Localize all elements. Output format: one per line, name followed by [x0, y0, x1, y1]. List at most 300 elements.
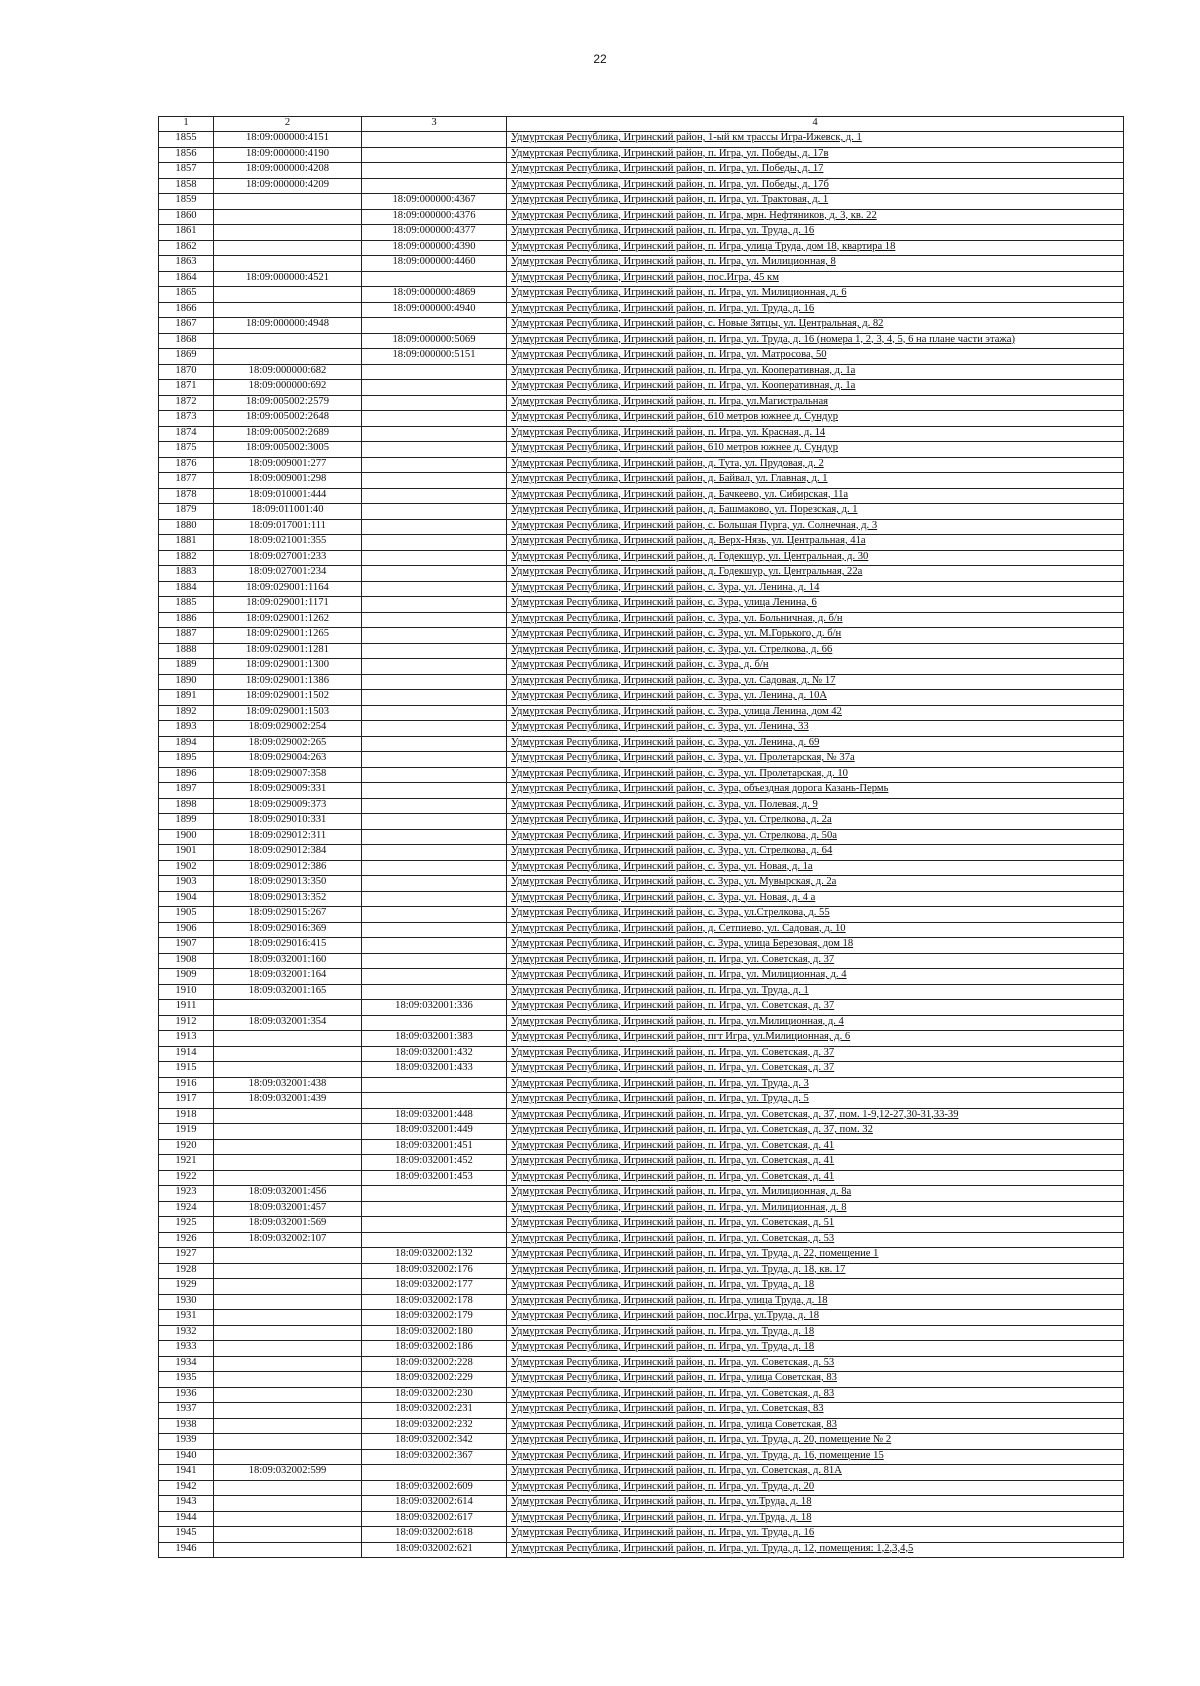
address-cell: Удмуртская Республика, Игринский район, п. Игра, ул.Труда, д. 18 [507, 1511, 1124, 1527]
cadastral-number-cell: 18:09:009001:277 [214, 457, 362, 473]
related-cadastral-number-cell: 18:09:032001:453 [362, 1170, 507, 1186]
cadastral-number-cell: 18:09:027001:234 [214, 566, 362, 582]
table-row [159, 1232, 1124, 1248]
table-row [159, 256, 1124, 272]
address-cell: Удмуртская Республика, Игринский район, п. Игра, ул. Труда, д. 3 [507, 1077, 1124, 1093]
row-number-cell: 1872 [159, 395, 214, 411]
cadastral-number-cell [214, 1356, 362, 1372]
related-cadastral-number-cell [362, 783, 507, 799]
table-row [159, 1294, 1124, 1310]
related-cadastral-number-cell [362, 318, 507, 334]
cadastral-number-cell [214, 333, 362, 349]
related-cadastral-number-cell [362, 690, 507, 706]
address-cell: Удмуртская Республика, Игринский район, п. Игра, ул. Труда, д. 5 [507, 1093, 1124, 1109]
cadastral-number-cell: 18:09:000000:692 [214, 380, 362, 396]
cadastral-number-cell [214, 1294, 362, 1310]
related-cadastral-number-cell [362, 1201, 507, 1217]
cadastral-number-cell: 18:09:029009:331 [214, 783, 362, 799]
related-cadastral-number-cell: 18:09:032001:448 [362, 1108, 507, 1124]
related-cadastral-number-cell [362, 535, 507, 551]
related-cadastral-number-cell [362, 519, 507, 535]
address-cell: Удмуртская Республика, Игринский район, п. Игра, ул.Магистральная [507, 395, 1124, 411]
related-cadastral-number-cell [362, 752, 507, 768]
cadastral-number-cell [214, 1434, 362, 1450]
address-cell: Удмуртская Республика, Игринский район, п. Игра, ул. Труда, д. 20 [507, 1480, 1124, 1496]
related-cadastral-number-cell [362, 938, 507, 954]
table-row [159, 860, 1124, 876]
address-cell: Удмуртская Республика, Игринский район, с. Зура, ул. Новая, д. 4 а [507, 891, 1124, 907]
address-cell: Удмуртская Республика, Игринский район, п. Игра, ул. Победы, д. 17 [507, 163, 1124, 179]
row-number-cell: 1920 [159, 1139, 214, 1155]
cadastral-number-cell [214, 1000, 362, 1016]
address-cell: Удмуртская Республика, Игринский район, с. Зура, улица Ленина, дом 42 [507, 705, 1124, 721]
cadastral-number-cell: 18:09:005002:3005 [214, 442, 362, 458]
cadastral-number-cell: 18:09:029001:1164 [214, 581, 362, 597]
table-row [159, 705, 1124, 721]
table-row [159, 767, 1124, 783]
related-cadastral-number-cell [362, 907, 507, 923]
row-number-cell: 1936 [159, 1387, 214, 1403]
table-row [159, 581, 1124, 597]
row-number-cell: 1870 [159, 364, 214, 380]
header-row [159, 117, 1124, 132]
related-cadastral-number-cell [362, 860, 507, 876]
related-cadastral-number-cell [362, 798, 507, 814]
row-number-cell: 1903 [159, 876, 214, 892]
table-row [159, 984, 1124, 1000]
related-cadastral-number-cell: 18:09:000000:4376 [362, 209, 507, 225]
register-table [158, 116, 1124, 1558]
related-cadastral-number-cell [362, 411, 507, 427]
cadastral-number-cell: 18:09:032001:164 [214, 969, 362, 985]
address-cell: Удмуртская Республика, Игринский район, с. Зура, ул. Пролетарская, № 37а [507, 752, 1124, 768]
cadastral-number-cell: 18:09:032001:438 [214, 1077, 362, 1093]
cadastral-number-cell: 18:09:027001:233 [214, 550, 362, 566]
related-cadastral-number-cell: 18:09:032002:132 [362, 1248, 507, 1264]
row-number-cell: 1923 [159, 1186, 214, 1202]
related-cadastral-number-cell: 18:09:000000:5069 [362, 333, 507, 349]
cadastral-number-cell [214, 1248, 362, 1264]
cadastral-number-cell [214, 1325, 362, 1341]
table-row [159, 271, 1124, 287]
address-cell: Удмуртская Республика, Игринский район, п. Игра, ул. Советская, 83 [507, 1403, 1124, 1419]
table-row [159, 1201, 1124, 1217]
address-cell: Удмуртская Республика, Игринский район, с. Зура, ул. Новая, д. 1а [507, 860, 1124, 876]
cadastral-number-cell: 18:09:029012:386 [214, 860, 362, 876]
row-number-cell: 1882 [159, 550, 214, 566]
row-number-cell: 1915 [159, 1062, 214, 1078]
address-cell: Удмуртская Республика, Игринский район, п. Игра, ул. Советская, д. 37 [507, 1062, 1124, 1078]
related-cadastral-number-cell: 18:09:000000:5151 [362, 349, 507, 365]
cadastral-number-cell [214, 240, 362, 256]
row-number-cell: 1855 [159, 132, 214, 148]
cadastral-number-cell: 18:09:032001:439 [214, 1093, 362, 1109]
cadastral-number-cell [214, 302, 362, 318]
address-cell: Удмуртская Республика, Игринский район, п. Игра, улица Труда, дом 18, квартира 18 [507, 240, 1124, 256]
row-number-cell: 1944 [159, 1511, 214, 1527]
cadastral-number-cell [214, 1527, 362, 1543]
table-row [159, 597, 1124, 613]
table-row [159, 643, 1124, 659]
address-cell: Удмуртская Республика, Игринский район, с. Зура, ул. Пролетарская, д. 10 [507, 767, 1124, 783]
table-row [159, 1310, 1124, 1326]
cadastral-number-cell: 18:09:021001:355 [214, 535, 362, 551]
address-cell: Удмуртская Республика, Игринский район, п. Игра, ул. Советская, д. 83 [507, 1387, 1124, 1403]
table-row [159, 302, 1124, 318]
row-number-cell: 1875 [159, 442, 214, 458]
address-cell: Удмуртская Республика, Игринский район, п. Игра, ул. Советская, д. 41 [507, 1155, 1124, 1171]
related-cadastral-number-cell: 18:09:032002:180 [362, 1325, 507, 1341]
address-cell: Удмуртская Республика, Игринский район, с. Большая Пурга, ул. Солнечная, д. 3 [507, 519, 1124, 535]
related-cadastral-number-cell [362, 581, 507, 597]
related-cadastral-number-cell: 18:09:032001:451 [362, 1139, 507, 1155]
related-cadastral-number-cell [362, 380, 507, 396]
address-cell: Удмуртская Республика, Игринский район, с. Зура, ул. Полевая, д. 9 [507, 798, 1124, 814]
cadastral-number-cell: 18:09:029001:1171 [214, 597, 362, 613]
table-row [159, 1170, 1124, 1186]
cadastral-number-cell: 18:09:029001:1300 [214, 659, 362, 675]
related-cadastral-number-cell [362, 163, 507, 179]
address-cell: Удмуртская Республика, Игринский район, с. Зура, ул. Больничная, д. б/н [507, 612, 1124, 628]
related-cadastral-number-cell [362, 178, 507, 194]
address-cell: Удмуртская Республика, Игринский район, п. Игра, ул. Советская, д. 51 [507, 1217, 1124, 1233]
address-cell: Удмуртская Республика, Игринский район, с. Зура, ул. Мувырская, д. 2а [507, 876, 1124, 892]
table-row [159, 178, 1124, 194]
column-header-3: 3 [362, 117, 507, 132]
cadastral-number-cell [214, 1279, 362, 1295]
cadastral-number-cell: 18:09:032001:160 [214, 953, 362, 969]
cadastral-number-cell [214, 1108, 362, 1124]
row-number-cell: 1917 [159, 1093, 214, 1109]
cadastral-number-cell: 18:09:029001:1386 [214, 674, 362, 690]
table-row [159, 473, 1124, 489]
address-cell: Удмуртская Республика, Игринский район, п. Игра, улица Советская, 83 [507, 1418, 1124, 1434]
table-row [159, 163, 1124, 179]
related-cadastral-number-cell: 18:09:032002:342 [362, 1434, 507, 1450]
table-row [159, 457, 1124, 473]
row-number-cell: 1938 [159, 1418, 214, 1434]
row-number-cell: 1935 [159, 1372, 214, 1388]
table-row [159, 1403, 1124, 1419]
table-row [159, 349, 1124, 365]
address-cell: Удмуртская Республика, Игринский район, п. Игра, ул. Победы, д. 17в [507, 147, 1124, 163]
cadastral-number-cell [214, 1263, 362, 1279]
row-number-cell: 1925 [159, 1217, 214, 1233]
cadastral-number-cell [214, 1170, 362, 1186]
related-cadastral-number-cell: 18:09:032002:367 [362, 1449, 507, 1465]
related-cadastral-number-cell: 18:09:032001:433 [362, 1062, 507, 1078]
table-row [159, 721, 1124, 737]
cadastral-number-cell [214, 1403, 362, 1419]
address-cell: Удмуртская Республика, Игринский район, с. Зура, ул. Стрелкова, д. 50а [507, 829, 1124, 845]
related-cadastral-number-cell: 18:09:032001:383 [362, 1031, 507, 1047]
related-cadastral-number-cell [362, 628, 507, 644]
table-row [159, 209, 1124, 225]
table-row [159, 1496, 1124, 1512]
cadastral-number-cell: 18:09:029013:350 [214, 876, 362, 892]
table-row [159, 395, 1124, 411]
address-cell: Удмуртская Республика, Игринский район, п. Игра, ул. Матросова, 50 [507, 349, 1124, 365]
address-cell: Удмуртская Республика, Игринский район, д. Байвал, ул. Главная, д. 1 [507, 473, 1124, 489]
cadastral-number-cell: 18:09:029001:1265 [214, 628, 362, 644]
related-cadastral-number-cell [362, 1093, 507, 1109]
related-cadastral-number-cell: 18:09:032002:177 [362, 1279, 507, 1295]
address-cell: Удмуртская Республика, Игринский район, п. Игра, ул. Труда, д. 22, помещение 1 [507, 1248, 1124, 1264]
table-row [159, 318, 1124, 334]
table-row [159, 1449, 1124, 1465]
cadastral-number-cell [214, 287, 362, 303]
address-cell: Удмуртская Республика, Игринский район, п. Игра, ул. Милиционная, д. 8а [507, 1186, 1124, 1202]
related-cadastral-number-cell [362, 736, 507, 752]
row-number-cell: 1910 [159, 984, 214, 1000]
related-cadastral-number-cell [362, 953, 507, 969]
address-cell: Удмуртская Республика, Игринский район, д. Сетпиево, ул. Садовая, д. 10 [507, 922, 1124, 938]
related-cadastral-number-cell [362, 566, 507, 582]
table-row [159, 922, 1124, 938]
related-cadastral-number-cell: 18:09:032002:230 [362, 1387, 507, 1403]
cadastral-number-cell: 18:09:032001:569 [214, 1217, 362, 1233]
related-cadastral-number-cell [362, 1186, 507, 1202]
table-row [159, 240, 1124, 256]
table-row [159, 1139, 1124, 1155]
row-number-cell: 1908 [159, 953, 214, 969]
address-cell: Удмуртская Республика, Игринский район, д. Годекшур, ул. Центральная, 22а [507, 566, 1124, 582]
cadastral-number-cell [214, 1341, 362, 1357]
row-number-cell: 1898 [159, 798, 214, 814]
address-cell: Удмуртская Республика, Игринский район, п. Игра, ул. Милиционная, д. 6 [507, 287, 1124, 303]
row-number-cell: 1862 [159, 240, 214, 256]
row-number-cell: 1924 [159, 1201, 214, 1217]
row-number-cell: 1877 [159, 473, 214, 489]
related-cadastral-number-cell [362, 1232, 507, 1248]
row-number-cell: 1856 [159, 147, 214, 163]
table-row [159, 1155, 1124, 1171]
table-row [159, 194, 1124, 210]
related-cadastral-number-cell [362, 814, 507, 830]
row-number-cell: 1876 [159, 457, 214, 473]
address-cell: Удмуртская Республика, Игринский район, д. Годекшур, ул. Центральная, д. 30 [507, 550, 1124, 566]
cadastral-number-cell: 18:09:000000:4948 [214, 318, 362, 334]
address-cell: Удмуртская Республика, Игринский район, п. Игра, ул. Труда, д. 18, кв. 17 [507, 1263, 1124, 1279]
table-row [159, 488, 1124, 504]
column-header-2: 2 [214, 117, 362, 132]
cadastral-number-cell: 18:09:010001:444 [214, 488, 362, 504]
related-cadastral-number-cell [362, 674, 507, 690]
row-number-cell: 1899 [159, 814, 214, 830]
row-number-cell: 1897 [159, 783, 214, 799]
address-cell: Удмуртская Республика, Игринский район, с. Зура, ул. Садовая, д. № 17 [507, 674, 1124, 690]
row-number-cell: 1946 [159, 1542, 214, 1558]
related-cadastral-number-cell [362, 643, 507, 659]
related-cadastral-number-cell [362, 457, 507, 473]
cadastral-number-cell: 18:09:000000:4190 [214, 147, 362, 163]
address-cell: Удмуртская Республика, Игринский район, с. Зура, д. б/н [507, 659, 1124, 675]
table-row [159, 1248, 1124, 1264]
cadastral-number-cell [214, 209, 362, 225]
cadastral-number-cell: 18:09:029001:1281 [214, 643, 362, 659]
address-cell: Удмуртская Республика, Игринский район, п. Игра, ул. Труда, д. 1 [507, 984, 1124, 1000]
address-cell: Удмуртская Республика, Игринский район, с. Зура, улица Ленина, 6 [507, 597, 1124, 613]
address-cell: Удмуртская Республика, Игринский район, п. Игра, ул. Красная, д. 14 [507, 426, 1124, 442]
address-cell: Удмуртская Республика, Игринский район, с. Зура, ул. М.Горького, д. б/н [507, 628, 1124, 644]
table-row [159, 1279, 1124, 1295]
row-number-cell: 1901 [159, 845, 214, 861]
row-number-cell: 1886 [159, 612, 214, 628]
related-cadastral-number-cell [362, 829, 507, 845]
table-row [159, 1062, 1124, 1078]
address-cell: Удмуртская Республика, Игринский район, п. Игра, ул. Труда, д. 18 [507, 1341, 1124, 1357]
table-row [159, 1077, 1124, 1093]
table-row [159, 1542, 1124, 1558]
cadastral-number-cell: 18:09:029001:1262 [214, 612, 362, 628]
address-cell: Удмуртская Республика, Игринский район, с. Зура, улица Березовая, дом 18 [507, 938, 1124, 954]
row-number-cell: 1863 [159, 256, 214, 272]
table-row [159, 1511, 1124, 1527]
address-cell: Удмуртская Республика, Игринский район, п. Игра, ул. Победы, д. 17б [507, 178, 1124, 194]
row-number-cell: 1921 [159, 1155, 214, 1171]
table-row [159, 1434, 1124, 1450]
row-number-cell: 1884 [159, 581, 214, 597]
row-number-cell: 1866 [159, 302, 214, 318]
address-cell: Удмуртская Республика, Игринский район, с. Зура, ул. Ленина, д. 10А [507, 690, 1124, 706]
address-cell: Удмуртская Республика, Игринский район, п. Игра, ул. Советская, д. 37 [507, 1000, 1124, 1016]
address-cell: Удмуртская Республика, Игринский район, 610 метров южнее д. Сундур [507, 411, 1124, 427]
cadastral-number-cell: 18:09:005002:2648 [214, 411, 362, 427]
address-cell: Удмуртская Республика, Игринский район, п. Игра, ул. Труда, д. 16, помещение 15 [507, 1449, 1124, 1465]
table-body [159, 132, 1124, 1558]
cadastral-number-cell: 18:09:000000:4209 [214, 178, 362, 194]
cadastral-number-cell [214, 1418, 362, 1434]
cadastral-number-cell: 18:09:009001:298 [214, 473, 362, 489]
address-cell: Удмуртская Республика, Игринский район, п. Игра, ул. Советская, д. 53 [507, 1232, 1124, 1248]
cadastral-number-cell: 18:09:005002:2579 [214, 395, 362, 411]
related-cadastral-number-cell: 18:09:032002:228 [362, 1356, 507, 1372]
row-number-cell: 1893 [159, 721, 214, 737]
row-number-cell: 1945 [159, 1527, 214, 1543]
cadastral-number-cell [214, 1449, 362, 1465]
address-cell: Удмуртская Республика, Игринский район, п. Игра, ул. Труда, д. 20, помещение № 2 [507, 1434, 1124, 1450]
row-number-cell: 1941 [159, 1465, 214, 1481]
row-number-cell: 1895 [159, 752, 214, 768]
related-cadastral-number-cell: 18:09:032002:621 [362, 1542, 507, 1558]
row-number-cell: 1857 [159, 163, 214, 179]
related-cadastral-number-cell [362, 426, 507, 442]
related-cadastral-number-cell [362, 271, 507, 287]
cadastral-number-cell: 18:09:029002:254 [214, 721, 362, 737]
row-number-cell: 1927 [159, 1248, 214, 1264]
cadastral-number-cell [214, 349, 362, 365]
related-cadastral-number-cell: 18:09:032001:449 [362, 1124, 507, 1140]
row-number-cell: 1873 [159, 411, 214, 427]
address-cell: Удмуртская Республика, Игринский район, пос.Игра, ул.Труда, д. 18 [507, 1310, 1124, 1326]
cadastral-number-cell: 18:09:029016:415 [214, 938, 362, 954]
row-number-cell: 1904 [159, 891, 214, 907]
cadastral-number-cell: 18:09:032001:165 [214, 984, 362, 1000]
table-row [159, 798, 1124, 814]
address-cell: Удмуртская Республика, Игринский район, с. Зура, ул. Стрелкова, д. 64 [507, 845, 1124, 861]
cadastral-number-cell: 18:09:029004:263 [214, 752, 362, 768]
row-number-cell: 1881 [159, 535, 214, 551]
row-number-cell: 1880 [159, 519, 214, 535]
table-row [159, 1372, 1124, 1388]
related-cadastral-number-cell [362, 922, 507, 938]
address-cell: Удмуртская Республика, Игринский район, п. Игра, улица Советская, 83 [507, 1372, 1124, 1388]
address-cell: Удмуртская Республика, Игринский район, п. Игра, мрн. Нефтяников, д. 3, кв. 22 [507, 209, 1124, 225]
related-cadastral-number-cell [362, 1077, 507, 1093]
table-row [159, 287, 1124, 303]
cadastral-number-cell [214, 1062, 362, 1078]
cadastral-number-cell: 18:09:029002:265 [214, 736, 362, 752]
table-row [159, 364, 1124, 380]
address-cell: Удмуртская Республика, Игринский район, п. Игра, ул. Труда, д. 16 (номера 1, 2, 3, 4, 5, 6 на плане части этажа) [507, 333, 1124, 349]
table-row [159, 814, 1124, 830]
related-cadastral-number-cell [362, 488, 507, 504]
table-row [159, 1046, 1124, 1062]
cadastral-number-cell [214, 1542, 362, 1558]
related-cadastral-number-cell [362, 612, 507, 628]
table-header [159, 117, 1124, 132]
related-cadastral-number-cell [362, 891, 507, 907]
related-cadastral-number-cell: 18:09:032002:617 [362, 1511, 507, 1527]
table-row [159, 1217, 1124, 1233]
related-cadastral-number-cell: 18:09:000000:4377 [362, 225, 507, 241]
address-cell: Удмуртская Республика, Игринский район, пос.Игра, 45 км [507, 271, 1124, 287]
address-cell: Удмуртская Республика, Игринский район, п. Игра, ул. Советская, д. 81А [507, 1465, 1124, 1481]
table-row [159, 845, 1124, 861]
row-number-cell: 1919 [159, 1124, 214, 1140]
address-cell: Удмуртская Республика, Игринский район, с. Зура, объездная дорога Казань-Пермь [507, 783, 1124, 799]
table-row [159, 1031, 1124, 1047]
table-row [159, 659, 1124, 675]
table-row [159, 442, 1124, 458]
table-row [159, 829, 1124, 845]
row-number-cell: 1879 [159, 504, 214, 520]
cadastral-number-cell [214, 1372, 362, 1388]
table-row [159, 907, 1124, 923]
related-cadastral-number-cell: 18:09:000000:4390 [362, 240, 507, 256]
table-row [159, 938, 1124, 954]
related-cadastral-number-cell [362, 721, 507, 737]
row-number-cell: 1932 [159, 1325, 214, 1341]
address-cell: Удмуртская Республика, Игринский район, с. Зура, ул. Ленина, д. 69 [507, 736, 1124, 752]
address-cell: Удмуртская Республика, Игринский район, п. Игра, улица Труда, д. 18 [507, 1294, 1124, 1310]
address-cell: Удмуртская Республика, Игринский район, 610 метров южнее д. Сундур [507, 442, 1124, 458]
cadastral-number-cell: 18:09:029007:358 [214, 767, 362, 783]
table-row [159, 752, 1124, 768]
related-cadastral-number-cell: 18:09:000000:4367 [362, 194, 507, 210]
cadastral-number-cell: 18:09:029015:267 [214, 907, 362, 923]
cadastral-number-cell: 18:09:032001:457 [214, 1201, 362, 1217]
address-cell: Удмуртская Республика, Игринский район, п. Игра, ул. Кооперативная, д. 1а [507, 380, 1124, 396]
address-cell: Удмуртская Республика, Игринский район, п. Игра, ул. Труда, д. 18 [507, 1325, 1124, 1341]
row-number-cell: 1907 [159, 938, 214, 954]
address-cell: Удмуртская Республика, Игринский район, п. Игра, ул. Труда, д. 16 [507, 302, 1124, 318]
cadastral-number-cell: 18:09:029001:1502 [214, 690, 362, 706]
row-number-cell: 1889 [159, 659, 214, 675]
row-number-cell: 1878 [159, 488, 214, 504]
related-cadastral-number-cell: 18:09:032002:614 [362, 1496, 507, 1512]
related-cadastral-number-cell [362, 597, 507, 613]
row-number-cell: 1871 [159, 380, 214, 396]
row-number-cell: 1926 [159, 1232, 214, 1248]
address-cell: Удмуртская Республика, Игринский район, д. Башмаково, ул. Порезская, д. 1 [507, 504, 1124, 520]
address-cell: Удмуртская Республика, Игринский район, п. Игра, ул. Труда, д. 18 [507, 1279, 1124, 1295]
cadastral-number-cell: 18:09:032002:599 [214, 1465, 362, 1481]
related-cadastral-number-cell [362, 550, 507, 566]
cadastral-number-cell: 18:09:000000:4208 [214, 163, 362, 179]
related-cadastral-number-cell [362, 705, 507, 721]
related-cadastral-number-cell [362, 969, 507, 985]
